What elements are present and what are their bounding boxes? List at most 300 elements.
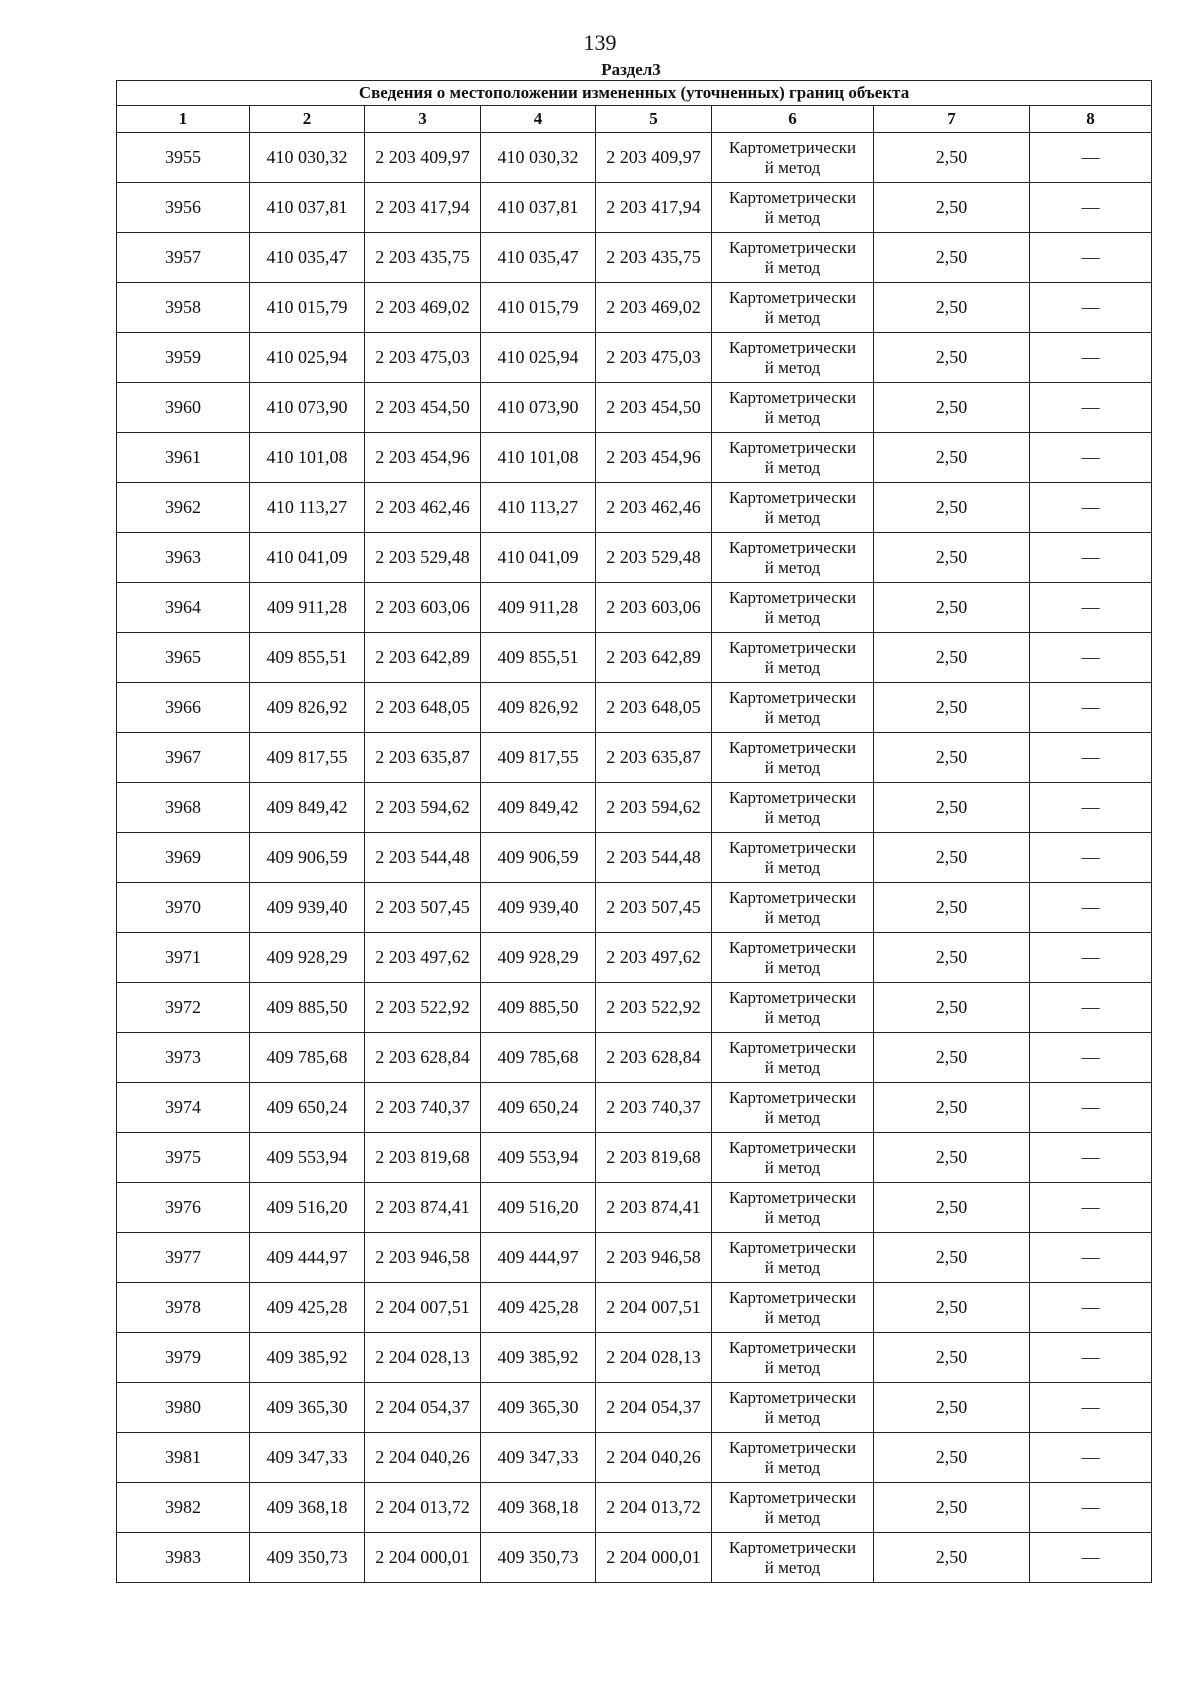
y-new-cell: 2 203 435,75 [596,233,712,283]
y-new-cell: 2 203 874,41 [596,1183,712,1233]
y-new-cell: 2 203 603,06 [596,583,712,633]
method-line: Картометрически [728,787,857,807]
x-new-cell: 409 425,28 [481,1283,596,1333]
method-cell [712,1383,874,1433]
method-cell [712,533,874,583]
note-cell: — [1030,1083,1152,1133]
method-line: Картометрически [728,887,857,907]
method-cell [712,1533,874,1583]
method-cell [712,233,874,283]
table-row [117,533,1152,583]
method-line: й метод [764,457,821,477]
y-old-cell: 2 203 522,92 [365,983,481,1033]
note-cell: — [1030,533,1152,583]
method-cell [712,1283,874,1333]
x-old-cell: 409 444,97 [250,1233,365,1283]
method-line: Картометрически [728,1537,857,1557]
x-old-cell: 409 817,55 [250,733,365,783]
method-cell [712,1433,874,1483]
method-line: Картометрически [728,537,857,557]
method-cell [712,483,874,533]
table-row [117,783,1152,833]
method-line: Картометрически [728,987,857,1007]
accuracy-cell: 2,50 [874,183,1030,233]
y-old-cell: 2 203 454,50 [365,383,481,433]
x-new-cell: 409 785,68 [481,1033,596,1083]
y-old-cell: 2 203 946,58 [365,1233,481,1283]
method-line: Картометрически [728,337,857,357]
point-number-cell: 3963 [117,533,250,583]
method-cell [712,1483,874,1533]
table-row [117,733,1152,783]
x-new-cell: 409 855,51 [481,633,596,683]
y-new-cell: 2 204 013,72 [596,1483,712,1533]
y-old-cell: 2 204 000,01 [365,1533,481,1583]
accuracy-cell: 2,50 [874,1183,1030,1233]
method-line: й метод [764,207,821,227]
method-line: Картометрически [728,287,857,307]
method-line: Картометрически [728,687,857,707]
point-number-cell: 3982 [117,1483,250,1533]
column-header: 8 [1030,106,1152,133]
point-number-cell: 3977 [117,1233,250,1283]
note-cell: — [1030,1283,1152,1333]
x-old-cell: 409 516,20 [250,1183,365,1233]
x-old-cell: 409 911,28 [250,583,365,633]
method-line: й метод [764,357,821,377]
method-line: Картометрически [728,1237,857,1257]
y-new-cell: 2 204 000,01 [596,1533,712,1583]
note-cell: — [1030,1533,1152,1583]
point-number-cell: 3975 [117,1133,250,1183]
x-old-cell: 409 785,68 [250,1033,365,1083]
point-number-cell: 3970 [117,883,250,933]
x-new-cell: 410 015,79 [481,283,596,333]
method-line: Картометрически [728,1287,857,1307]
y-old-cell: 2 203 819,68 [365,1133,481,1183]
method-line: Картометрически [728,187,857,207]
method-line: Картометрически [728,1187,857,1207]
y-old-cell: 2 203 628,84 [365,1033,481,1083]
accuracy-cell: 2,50 [874,933,1030,983]
x-new-cell: 409 817,55 [481,733,596,783]
note-cell: — [1030,1183,1152,1233]
x-old-cell: 409 650,24 [250,1083,365,1133]
x-old-cell: 409 385,92 [250,1333,365,1383]
method-cell [712,833,874,883]
method-line: Картометрически [728,487,857,507]
method-line: й метод [764,307,821,327]
page-number: 139 [583,30,617,55]
y-old-cell: 2 204 054,37 [365,1383,481,1433]
method-line: й метод [764,1207,821,1227]
method-line: й метод [764,807,821,827]
note-cell: — [1030,633,1152,683]
method-line: й метод [764,1357,821,1377]
method-cell [712,183,874,233]
method-line: Картометрически [728,837,857,857]
note-cell: — [1030,1233,1152,1283]
method-line: й метод [764,757,821,777]
x-new-cell: 409 553,94 [481,1133,596,1183]
x-old-cell: 409 368,18 [250,1483,365,1533]
x-new-cell: 409 365,30 [481,1383,596,1433]
table-row [117,1433,1152,1483]
point-number-cell: 3980 [117,1383,250,1433]
table-row [117,283,1152,333]
x-new-cell: 410 041,09 [481,533,596,583]
table-row [117,583,1152,633]
column-header: 4 [481,106,596,133]
method-line: Картометрически [728,1037,857,1057]
table-row [117,633,1152,683]
method-cell [712,1183,874,1233]
y-new-cell: 2 203 635,87 [596,733,712,783]
x-old-cell: 409 855,51 [250,633,365,683]
method-line: й метод [764,407,821,427]
x-new-cell: 409 939,40 [481,883,596,933]
table-row [117,483,1152,533]
point-number-cell: 3958 [117,283,250,333]
point-number-cell: 3978 [117,1283,250,1333]
note-cell: — [1030,1133,1152,1183]
x-old-cell: 410 101,08 [250,433,365,483]
x-old-cell: 410 037,81 [250,183,365,233]
table-row [117,683,1152,733]
method-line: Картометрически [728,937,857,957]
x-new-cell: 409 368,18 [481,1483,596,1533]
y-old-cell: 2 203 417,94 [365,183,481,233]
point-number-cell: 3964 [117,583,250,633]
table-row [117,433,1152,483]
method-line: й метод [764,857,821,877]
y-old-cell: 2 203 507,45 [365,883,481,933]
y-new-cell: 2 204 054,37 [596,1383,712,1433]
column-header: 1 [117,106,250,133]
table-row [117,1283,1152,1333]
y-new-cell: 2 203 529,48 [596,533,712,583]
x-old-cell: 409 906,59 [250,833,365,883]
x-new-cell: 409 350,73 [481,1533,596,1583]
x-new-cell: 410 030,32 [481,133,596,183]
table-row [117,833,1152,883]
note-cell: — [1030,433,1152,483]
method-line: Картометрически [728,1137,857,1157]
accuracy-cell: 2,50 [874,883,1030,933]
method-line: й метод [764,657,821,677]
accuracy-cell: 2,50 [874,283,1030,333]
method-line: й метод [764,1307,821,1327]
point-number-cell: 3957 [117,233,250,283]
table-row [117,183,1152,233]
y-new-cell: 2 203 497,62 [596,933,712,983]
y-new-cell: 2 203 469,02 [596,283,712,333]
note-cell: — [1030,1333,1152,1383]
note-cell: — [1030,683,1152,733]
x-old-cell: 410 035,47 [250,233,365,283]
table-row [117,1183,1152,1233]
table-caption-row [117,81,1152,106]
method-cell [712,283,874,333]
x-old-cell: 409 365,30 [250,1383,365,1433]
method-cell [712,783,874,833]
x-old-cell: 410 030,32 [250,133,365,183]
accuracy-cell: 2,50 [874,483,1030,533]
y-old-cell: 2 203 497,62 [365,933,481,983]
note-cell: — [1030,233,1152,283]
table-header-row [117,106,1152,133]
y-new-cell: 2 203 946,58 [596,1233,712,1283]
x-old-cell: 410 113,27 [250,483,365,533]
x-new-cell: 410 035,47 [481,233,596,283]
table-row [117,1033,1152,1083]
x-new-cell: 410 113,27 [481,483,596,533]
table-row [117,1333,1152,1383]
point-number-cell: 3976 [117,1183,250,1233]
note-cell: — [1030,183,1152,233]
x-old-cell: 409 849,42 [250,783,365,833]
y-new-cell: 2 203 522,92 [596,983,712,1033]
accuracy-cell: 2,50 [874,1433,1030,1483]
table-body [117,81,1152,1583]
note-cell: — [1030,383,1152,433]
method-line: й метод [764,907,821,927]
method-cell [712,733,874,783]
x-new-cell: 409 826,92 [481,683,596,733]
note-cell: — [1030,883,1152,933]
x-new-cell: 409 911,28 [481,583,596,633]
method-cell [712,983,874,1033]
table-row [117,1233,1152,1283]
x-old-cell: 410 073,90 [250,383,365,433]
method-line: й метод [764,1057,821,1077]
method-line: Картометрически [728,137,857,157]
x-old-cell: 409 350,73 [250,1533,365,1583]
accuracy-cell: 2,50 [874,983,1030,1033]
accuracy-cell: 2,50 [874,1383,1030,1433]
table-row [117,1133,1152,1183]
accuracy-cell: 2,50 [874,683,1030,733]
point-number-cell: 3971 [117,933,250,983]
method-line: Картометрически [728,637,857,657]
method-line: Картометрически [728,737,857,757]
point-number-cell: 3973 [117,1033,250,1083]
method-cell [712,933,874,983]
method-line: Картометрически [728,587,857,607]
x-old-cell: 409 885,50 [250,983,365,1033]
y-new-cell: 2 203 475,03 [596,333,712,383]
y-new-cell: 2 203 417,94 [596,183,712,233]
y-old-cell: 2 203 435,75 [365,233,481,283]
x-new-cell: 409 444,97 [481,1233,596,1283]
method-line: й метод [764,1557,821,1577]
method-line: й метод [764,607,821,627]
note-cell: — [1030,1033,1152,1083]
x-new-cell: 409 906,59 [481,833,596,883]
y-old-cell: 2 203 475,03 [365,333,481,383]
note-cell: — [1030,1383,1152,1433]
y-new-cell: 2 203 409,97 [596,133,712,183]
y-new-cell: 2 203 628,84 [596,1033,712,1083]
column-header: 2 [250,106,365,133]
method-cell [712,383,874,433]
table-row [117,1383,1152,1433]
y-old-cell: 2 203 469,02 [365,283,481,333]
accuracy-cell: 2,50 [874,1533,1030,1583]
method-line: Картометрически [728,237,857,257]
x-new-cell: 410 037,81 [481,183,596,233]
accuracy-cell: 2,50 [874,383,1030,433]
x-new-cell: 409 849,42 [481,783,596,833]
method-cell [712,1233,874,1283]
point-number-cell: 3969 [117,833,250,883]
y-new-cell: 2 203 642,89 [596,633,712,683]
y-new-cell: 2 203 740,37 [596,1083,712,1133]
note-cell: — [1030,333,1152,383]
x-old-cell: 409 939,40 [250,883,365,933]
point-number-cell: 3955 [117,133,250,183]
method-line: Картометрически [728,1437,857,1457]
note-cell: — [1030,133,1152,183]
y-new-cell: 2 204 007,51 [596,1283,712,1333]
point-number-cell: 3960 [117,383,250,433]
note-cell: — [1030,483,1152,533]
y-new-cell: 2 204 028,13 [596,1333,712,1383]
method-line: й метод [764,1507,821,1527]
table-row [117,933,1152,983]
y-new-cell: 2 203 462,46 [596,483,712,533]
y-old-cell: 2 203 454,96 [365,433,481,483]
boundary-coordinates-table [116,80,1152,1583]
accuracy-cell: 2,50 [874,1033,1030,1083]
note-cell: — [1030,1433,1152,1483]
table-row [117,1083,1152,1133]
x-old-cell: 409 425,28 [250,1283,365,1333]
table-row [117,233,1152,283]
accuracy-cell: 2,50 [874,633,1030,683]
accuracy-cell: 2,50 [874,833,1030,883]
x-old-cell: 410 041,09 [250,533,365,583]
table-row [117,333,1152,383]
x-new-cell: 410 073,90 [481,383,596,433]
accuracy-cell: 2,50 [874,533,1030,583]
accuracy-cell: 2,50 [874,733,1030,783]
note-cell: — [1030,783,1152,833]
x-new-cell: 409 650,24 [481,1083,596,1133]
column-header: 3 [365,106,481,133]
y-new-cell: 2 203 507,45 [596,883,712,933]
method-line: Картометрически [728,1087,857,1107]
method-cell [712,683,874,733]
method-line: й метод [764,257,821,277]
point-number-cell: 3983 [117,1533,250,1583]
method-cell [712,633,874,683]
y-new-cell: 2 203 454,96 [596,433,712,483]
x-old-cell: 410 015,79 [250,283,365,333]
x-old-cell: 409 347,33 [250,1433,365,1483]
accuracy-cell: 2,50 [874,1133,1030,1183]
accuracy-cell: 2,50 [874,133,1030,183]
point-number-cell: 3981 [117,1433,250,1483]
method-cell [712,583,874,633]
method-line: й метод [764,957,821,977]
y-old-cell: 2 203 635,87 [365,733,481,783]
method-cell [712,133,874,183]
y-new-cell: 2 203 819,68 [596,1133,712,1183]
note-cell: — [1030,283,1152,333]
y-new-cell: 2 204 040,26 [596,1433,712,1483]
column-header: 6 [712,106,874,133]
y-old-cell: 2 204 007,51 [365,1283,481,1333]
point-number-cell: 3966 [117,683,250,733]
point-number-cell: 3961 [117,433,250,483]
accuracy-cell: 2,50 [874,1083,1030,1133]
accuracy-cell: 2,50 [874,1483,1030,1533]
method-line: й метод [764,1107,821,1127]
point-number-cell: 3959 [117,333,250,383]
y-old-cell: 2 203 544,48 [365,833,481,883]
method-cell [712,1033,874,1083]
x-new-cell: 409 347,33 [481,1433,596,1483]
x-new-cell: 409 385,92 [481,1333,596,1383]
method-cell [712,333,874,383]
method-line: й метод [764,1007,821,1027]
y-old-cell: 2 204 040,26 [365,1433,481,1483]
note-cell: — [1030,1483,1152,1533]
table-row [117,133,1152,183]
x-old-cell: 410 025,94 [250,333,365,383]
accuracy-cell: 2,50 [874,1233,1030,1283]
method-cell [712,1083,874,1133]
note-cell: — [1030,933,1152,983]
table-caption: Сведения о местоположении измененных (уточненных) границ объекта [117,81,1152,106]
y-new-cell: 2 203 594,62 [596,783,712,833]
table-row [117,1533,1152,1583]
column-header: 5 [596,106,712,133]
method-cell [712,883,874,933]
y-old-cell: 2 203 462,46 [365,483,481,533]
y-old-cell: 2 203 642,89 [365,633,481,683]
table-row [117,883,1152,933]
method-line: й метод [764,1157,821,1177]
x-new-cell: 409 516,20 [481,1183,596,1233]
y-new-cell: 2 203 544,48 [596,833,712,883]
section-title: Раздел3 [601,60,661,79]
y-new-cell: 2 203 454,50 [596,383,712,433]
y-old-cell: 2 203 740,37 [365,1083,481,1133]
method-cell [712,433,874,483]
accuracy-cell: 2,50 [874,433,1030,483]
method-line: й метод [764,507,821,527]
point-number-cell: 3967 [117,733,250,783]
point-number-cell: 3979 [117,1333,250,1383]
y-new-cell: 2 203 648,05 [596,683,712,733]
y-old-cell: 2 203 648,05 [365,683,481,733]
method-cell [712,1133,874,1183]
x-new-cell: 409 885,50 [481,983,596,1033]
table-row [117,383,1152,433]
accuracy-cell: 2,50 [874,783,1030,833]
table-row [117,983,1152,1033]
x-old-cell: 409 553,94 [250,1133,365,1183]
x-new-cell: 409 928,29 [481,933,596,983]
note-cell: — [1030,833,1152,883]
method-line: Картометрически [728,437,857,457]
note-cell: — [1030,583,1152,633]
x-new-cell: 410 101,08 [481,433,596,483]
x-new-cell: 410 025,94 [481,333,596,383]
y-old-cell: 2 203 603,06 [365,583,481,633]
